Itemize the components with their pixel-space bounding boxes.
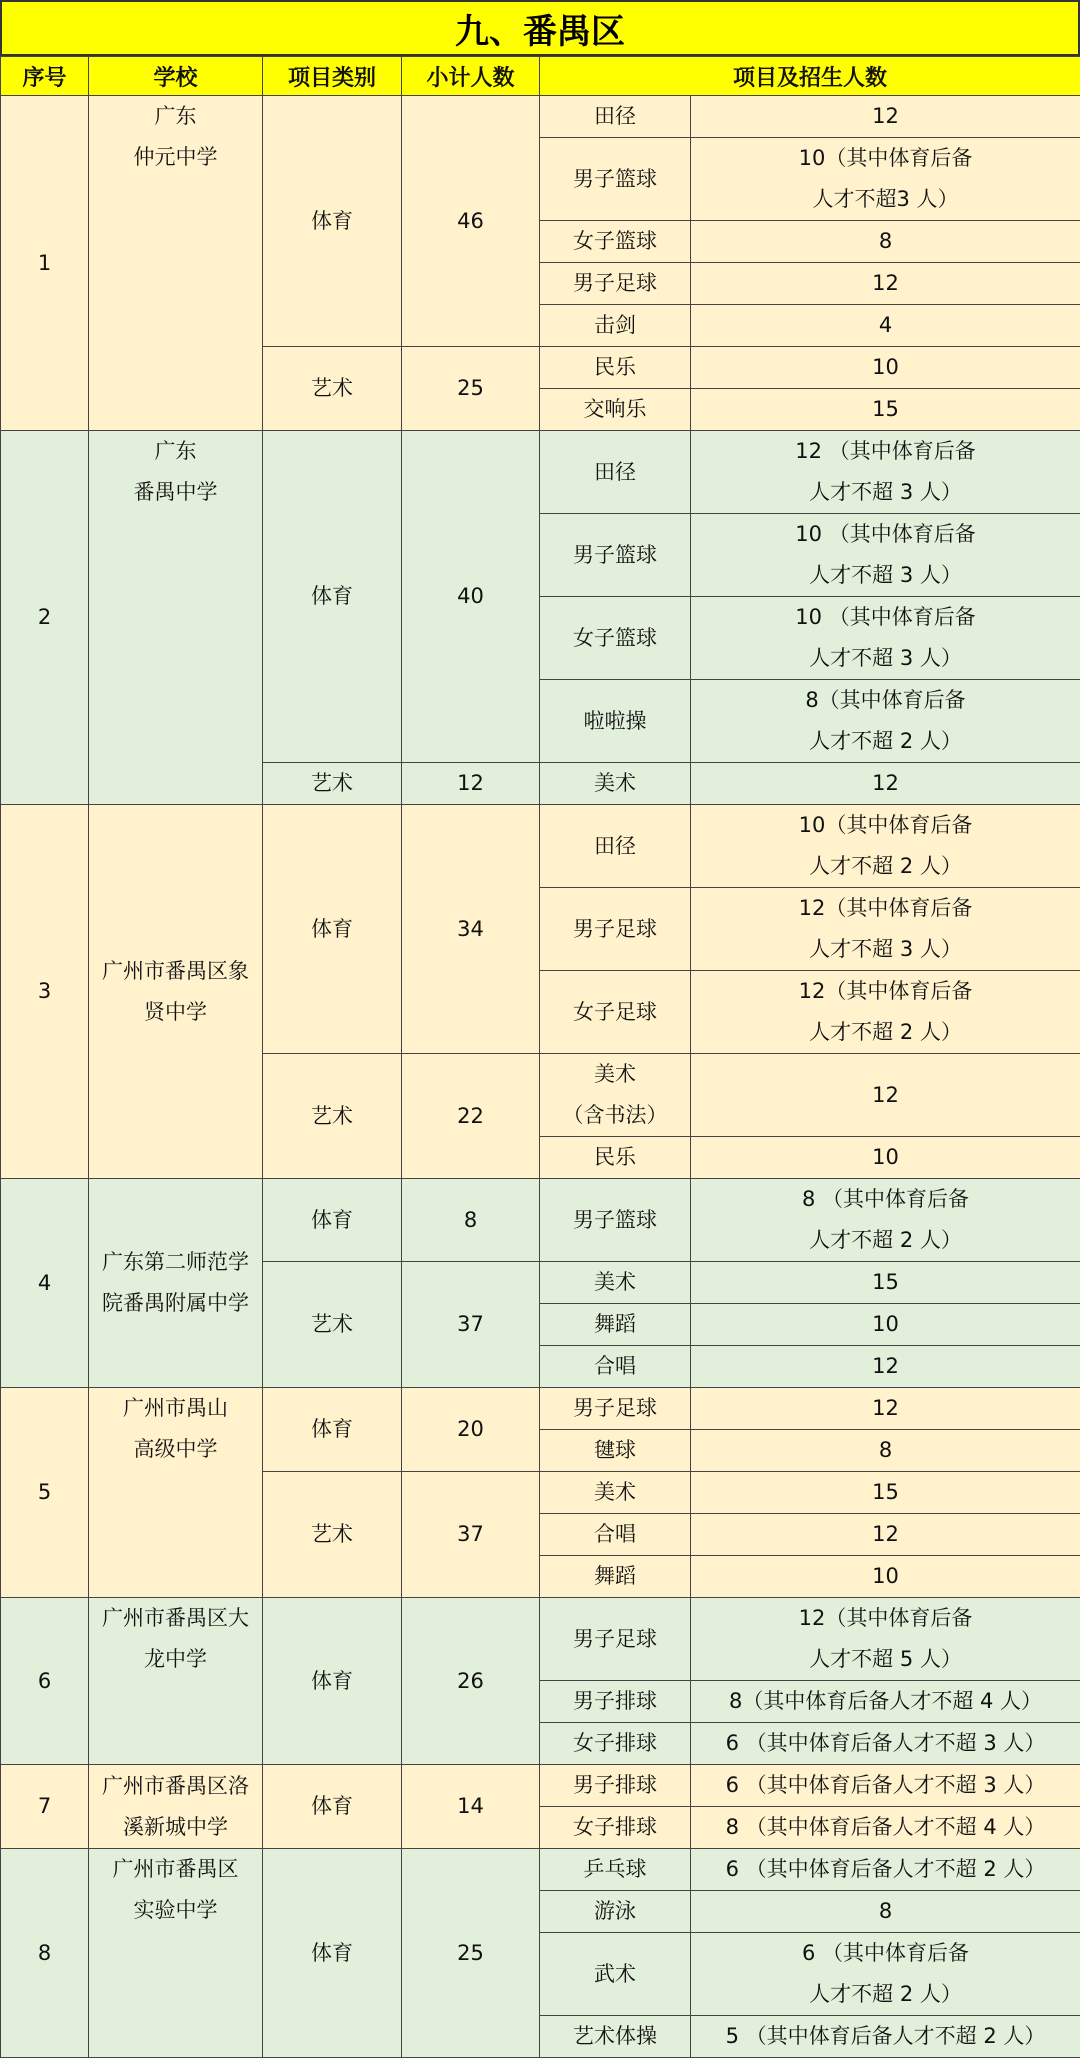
header-subtotal: 小计人数 bbox=[402, 57, 540, 96]
item-cell bbox=[540, 1933, 691, 2016]
count-line: 8 bbox=[691, 1891, 1080, 1932]
count-cell bbox=[691, 1472, 1080, 1514]
item-line: 艺术体操 bbox=[540, 2016, 690, 2057]
item-line: 女子篮球 bbox=[540, 618, 690, 659]
count-cell bbox=[691, 431, 1080, 514]
category-cell: 体育 bbox=[263, 1598, 402, 1765]
header-items: 项目及招生人数 bbox=[540, 57, 1080, 96]
count-cell bbox=[691, 1514, 1080, 1556]
school-cell bbox=[89, 1388, 263, 1598]
item-line: 田径 bbox=[540, 452, 690, 493]
header-row bbox=[1, 57, 1080, 96]
table-row bbox=[1, 1388, 1080, 1430]
count-cell bbox=[691, 96, 1080, 138]
item-cell bbox=[540, 597, 691, 680]
count-cell bbox=[691, 1430, 1080, 1472]
count-line: 6 （其中体育后备人才不超 3 人） bbox=[691, 1765, 1080, 1806]
item-cell bbox=[540, 431, 691, 514]
count-line: 10 bbox=[691, 1304, 1080, 1345]
school-name-line: 广东第二师范学 bbox=[89, 1242, 262, 1283]
category-cell: 体育 bbox=[263, 1849, 402, 2058]
item-line: 女子篮球 bbox=[540, 221, 690, 262]
table-row bbox=[1, 1598, 1080, 1681]
count-line: 15 bbox=[691, 389, 1080, 430]
count-line: 5 （其中体育后备人才不超 2 人） bbox=[691, 2016, 1080, 2057]
item-cell bbox=[540, 1430, 691, 1472]
count-line: 人才不超 2 人） bbox=[691, 1012, 1080, 1053]
school-name-line: 广州市禺山 bbox=[89, 1388, 262, 1429]
category-cell: 艺术 bbox=[263, 1472, 402, 1598]
count-cell bbox=[691, 514, 1080, 597]
item-line: 合唱 bbox=[540, 1346, 690, 1387]
count-line: 10 （其中体育后备 bbox=[691, 597, 1080, 638]
count-cell bbox=[691, 888, 1080, 971]
count-cell bbox=[691, 2016, 1080, 2058]
item-line: 击剑 bbox=[540, 305, 690, 346]
count-line: 10 bbox=[691, 347, 1080, 388]
item-cell bbox=[540, 1514, 691, 1556]
count-cell bbox=[691, 1388, 1080, 1430]
count-cell bbox=[691, 138, 1080, 221]
school-cell bbox=[89, 1849, 263, 2058]
header-category: 项目类别 bbox=[263, 57, 402, 96]
count-line: 人才不超 3 人） bbox=[691, 929, 1080, 970]
item-line: 民乐 bbox=[540, 1137, 690, 1178]
item-cell bbox=[540, 1556, 691, 1598]
subtotal-cell: 37 bbox=[402, 1262, 540, 1388]
count-line: 8 bbox=[691, 1430, 1080, 1471]
item-cell bbox=[540, 971, 691, 1054]
count-line: 10 bbox=[691, 1556, 1080, 1597]
count-cell bbox=[691, 1598, 1080, 1681]
count-line: 12（其中体育后备 bbox=[691, 971, 1080, 1012]
school-name-line: 番禺中学 bbox=[89, 472, 262, 513]
count-line: 12 bbox=[691, 1346, 1080, 1387]
item-line: 武术 bbox=[540, 1954, 690, 1995]
count-cell bbox=[691, 347, 1080, 389]
count-cell bbox=[691, 1807, 1080, 1849]
subtotal-cell: 34 bbox=[402, 805, 540, 1054]
item-line: 民乐 bbox=[540, 347, 690, 388]
count-cell bbox=[691, 805, 1080, 888]
count-cell bbox=[691, 1765, 1080, 1807]
item-line: 田径 bbox=[540, 96, 690, 137]
category-cell: 体育 bbox=[263, 805, 402, 1054]
category-cell: 体育 bbox=[263, 1765, 402, 1849]
item-cell bbox=[540, 221, 691, 263]
item-cell bbox=[540, 389, 691, 431]
item-line: 美术 bbox=[540, 763, 690, 804]
school-name-line: 高级中学 bbox=[89, 1429, 262, 1470]
subtotal-cell: 25 bbox=[402, 347, 540, 431]
school-cell bbox=[89, 1598, 263, 1765]
seq-cell: 6 bbox=[1, 1598, 89, 1765]
item-line: 男子篮球 bbox=[540, 535, 690, 576]
item-cell bbox=[540, 1681, 691, 1723]
count-cell bbox=[691, 1891, 1080, 1933]
seq-cell: 5 bbox=[1, 1388, 89, 1598]
item-cell bbox=[540, 805, 691, 888]
subtotal-cell: 12 bbox=[402, 763, 540, 805]
count-cell bbox=[691, 1723, 1080, 1765]
count-line: 15 bbox=[691, 1472, 1080, 1513]
count-line: 8（其中体育后备 bbox=[691, 680, 1080, 721]
table-row bbox=[1, 96, 1080, 138]
item-line: 男子排球 bbox=[540, 1765, 690, 1806]
item-cell bbox=[540, 1472, 691, 1514]
count-cell bbox=[691, 221, 1080, 263]
subtotal-cell: 22 bbox=[402, 1054, 540, 1179]
school-name-line: 广东 bbox=[89, 431, 262, 472]
count-line: 人才不超 2 人） bbox=[691, 1974, 1080, 2015]
subtotal-cell: 14 bbox=[402, 1765, 540, 1849]
count-line: 6 （其中体育后备人才不超 2 人） bbox=[691, 1849, 1080, 1890]
item-cell bbox=[540, 1304, 691, 1346]
category-cell: 艺术 bbox=[263, 763, 402, 805]
item-cell bbox=[540, 1598, 691, 1681]
school-name-line: 广州市番禺区 bbox=[89, 1849, 262, 1890]
count-cell bbox=[691, 1137, 1080, 1179]
count-cell bbox=[691, 263, 1080, 305]
item-line: 美术 bbox=[540, 1472, 690, 1513]
category-cell: 体育 bbox=[263, 96, 402, 347]
category-cell: 体育 bbox=[263, 431, 402, 763]
count-line: 8（其中体育后备人才不超 4 人） bbox=[691, 1681, 1080, 1722]
item-line: 男子足球 bbox=[540, 1388, 690, 1429]
item-line: 乒乓球 bbox=[540, 1849, 690, 1890]
school-name-line: 广东 bbox=[89, 96, 262, 137]
school-name-line: 实验中学 bbox=[89, 1890, 262, 1931]
count-line: 12 bbox=[691, 763, 1080, 804]
school-name-line: 溪新城中学 bbox=[89, 1807, 262, 1848]
seq-cell: 7 bbox=[1, 1765, 89, 1849]
item-line: 男子排球 bbox=[540, 1681, 690, 1722]
subtotal-cell: 26 bbox=[402, 1598, 540, 1765]
item-line: 舞蹈 bbox=[540, 1556, 690, 1597]
item-line: （含书法） bbox=[540, 1095, 690, 1136]
item-line: 女子排球 bbox=[540, 1723, 690, 1764]
seq-cell: 8 bbox=[1, 1849, 89, 2058]
table-row bbox=[1, 1849, 1080, 1891]
header-school: 学校 bbox=[89, 57, 263, 96]
item-line: 合唱 bbox=[540, 1514, 690, 1555]
header-seq: 序号 bbox=[1, 57, 89, 96]
item-cell bbox=[540, 680, 691, 763]
item-line: 舞蹈 bbox=[540, 1304, 690, 1345]
subtotal-cell: 37 bbox=[402, 1472, 540, 1598]
count-line: 10（其中体育后备 bbox=[691, 138, 1080, 179]
seq-cell: 4 bbox=[1, 1179, 89, 1388]
subtotal-cell: 40 bbox=[402, 431, 540, 763]
seq-cell: 1 bbox=[1, 96, 89, 431]
item-cell bbox=[540, 96, 691, 138]
item-cell bbox=[540, 1723, 691, 1765]
count-line: 8 bbox=[691, 221, 1080, 262]
item-line: 男子篮球 bbox=[540, 159, 690, 200]
school-name-line: 广州市番禺区大 bbox=[89, 1598, 262, 1639]
table-title: 九、番禺区 bbox=[0, 0, 1080, 56]
count-line: 12 bbox=[691, 1075, 1080, 1116]
count-line: 人才不超 3 人） bbox=[691, 638, 1080, 679]
school-name-line: 贤中学 bbox=[89, 992, 262, 1033]
count-line: 10 （其中体育后备 bbox=[691, 514, 1080, 555]
item-cell bbox=[540, 1849, 691, 1891]
item-cell bbox=[540, 888, 691, 971]
category-cell: 体育 bbox=[263, 1179, 402, 1262]
item-cell bbox=[540, 263, 691, 305]
school-name-line: 龙中学 bbox=[89, 1639, 262, 1680]
school-name-line: 院番禺附属中学 bbox=[89, 1283, 262, 1324]
count-line: 人才不超 5 人） bbox=[691, 1639, 1080, 1680]
item-cell bbox=[540, 1054, 691, 1137]
count-cell bbox=[691, 971, 1080, 1054]
count-cell bbox=[691, 389, 1080, 431]
count-line: 12 bbox=[691, 96, 1080, 137]
category-cell: 艺术 bbox=[263, 1262, 402, 1388]
table-row bbox=[1, 1179, 1080, 1262]
item-cell bbox=[540, 347, 691, 389]
school-cell bbox=[89, 431, 263, 805]
school-cell bbox=[89, 1765, 263, 1849]
item-cell bbox=[540, 1346, 691, 1388]
subtotal-cell: 8 bbox=[402, 1179, 540, 1262]
item-cell bbox=[540, 138, 691, 221]
item-cell bbox=[540, 763, 691, 805]
school-cell bbox=[89, 1179, 263, 1388]
item-cell bbox=[540, 2016, 691, 2058]
count-cell bbox=[691, 1849, 1080, 1891]
count-cell bbox=[691, 1681, 1080, 1723]
enrollment-table bbox=[0, 56, 1080, 2058]
item-line: 美术 bbox=[540, 1054, 690, 1095]
count-cell bbox=[691, 1262, 1080, 1304]
count-line: 10 bbox=[691, 1137, 1080, 1178]
table-row bbox=[1, 805, 1080, 888]
count-cell bbox=[691, 1346, 1080, 1388]
item-cell bbox=[540, 305, 691, 347]
item-line: 男子篮球 bbox=[540, 1200, 690, 1241]
school-cell bbox=[89, 805, 263, 1179]
item-line: 美术 bbox=[540, 1262, 690, 1303]
count-line: 10（其中体育后备 bbox=[691, 805, 1080, 846]
count-line: 人才不超 3 人） bbox=[691, 472, 1080, 513]
count-line: 6 （其中体育后备 bbox=[691, 1933, 1080, 1974]
count-cell bbox=[691, 763, 1080, 805]
item-cell bbox=[540, 1262, 691, 1304]
count-line: 8 （其中体育后备 bbox=[691, 1179, 1080, 1220]
count-line: 4 bbox=[691, 305, 1080, 346]
count-cell bbox=[691, 1556, 1080, 1598]
subtotal-cell: 20 bbox=[402, 1388, 540, 1472]
item-line: 女子排球 bbox=[540, 1807, 690, 1848]
item-line: 游泳 bbox=[540, 1891, 690, 1932]
item-line: 毽球 bbox=[540, 1430, 690, 1471]
item-line: 交响乐 bbox=[540, 389, 690, 430]
item-line: 男子足球 bbox=[540, 909, 690, 950]
count-line: 12（其中体育后备 bbox=[691, 1598, 1080, 1639]
item-cell bbox=[540, 514, 691, 597]
subtotal-cell: 46 bbox=[402, 96, 540, 347]
school-name-line: 广州市番禺区象 bbox=[89, 951, 262, 992]
count-line: 人才不超3 人） bbox=[691, 179, 1080, 220]
count-line: 人才不超 2 人） bbox=[691, 721, 1080, 762]
table-row bbox=[1, 1765, 1080, 1807]
seq-cell: 2 bbox=[1, 431, 89, 805]
item-cell bbox=[540, 1137, 691, 1179]
count-line: 12（其中体育后备 bbox=[691, 888, 1080, 929]
count-cell bbox=[691, 1054, 1080, 1137]
seq-cell: 3 bbox=[1, 805, 89, 1179]
school-name-line: 广州市番禺区洛 bbox=[89, 1766, 262, 1807]
school-name-line: 仲元中学 bbox=[89, 137, 262, 178]
category-cell: 艺术 bbox=[263, 347, 402, 431]
category-cell: 艺术 bbox=[263, 1054, 402, 1179]
count-line: 12 （其中体育后备 bbox=[691, 431, 1080, 472]
count-cell bbox=[691, 1304, 1080, 1346]
count-line: 6 （其中体育后备人才不超 3 人） bbox=[691, 1723, 1080, 1764]
item-line: 男子足球 bbox=[540, 1619, 690, 1660]
item-cell bbox=[540, 1807, 691, 1849]
count-line: 人才不超 2 人） bbox=[691, 846, 1080, 887]
count-cell bbox=[691, 597, 1080, 680]
item-line: 女子足球 bbox=[540, 992, 690, 1033]
item-line: 田径 bbox=[540, 826, 690, 867]
count-line: 12 bbox=[691, 1514, 1080, 1555]
subtotal-cell: 25 bbox=[402, 1849, 540, 2058]
count-cell bbox=[691, 305, 1080, 347]
category-cell: 体育 bbox=[263, 1388, 402, 1472]
count-line: 人才不超 2 人） bbox=[691, 1220, 1080, 1261]
table-row bbox=[1, 431, 1080, 514]
item-line: 男子足球 bbox=[540, 263, 690, 304]
count-line: 15 bbox=[691, 1262, 1080, 1303]
count-cell bbox=[691, 1179, 1080, 1262]
item-cell bbox=[540, 1765, 691, 1807]
item-cell bbox=[540, 1388, 691, 1430]
count-cell bbox=[691, 1933, 1080, 2016]
item-cell bbox=[540, 1179, 691, 1262]
count-line: 12 bbox=[691, 1388, 1080, 1429]
school-cell bbox=[89, 96, 263, 431]
count-line: 8 （其中体育后备人才不超 4 人） bbox=[691, 1807, 1080, 1848]
item-cell bbox=[540, 1891, 691, 1933]
count-cell bbox=[691, 680, 1080, 763]
count-line: 12 bbox=[691, 263, 1080, 304]
count-line: 人才不超 3 人） bbox=[691, 555, 1080, 596]
item-line: 啦啦操 bbox=[540, 701, 690, 742]
